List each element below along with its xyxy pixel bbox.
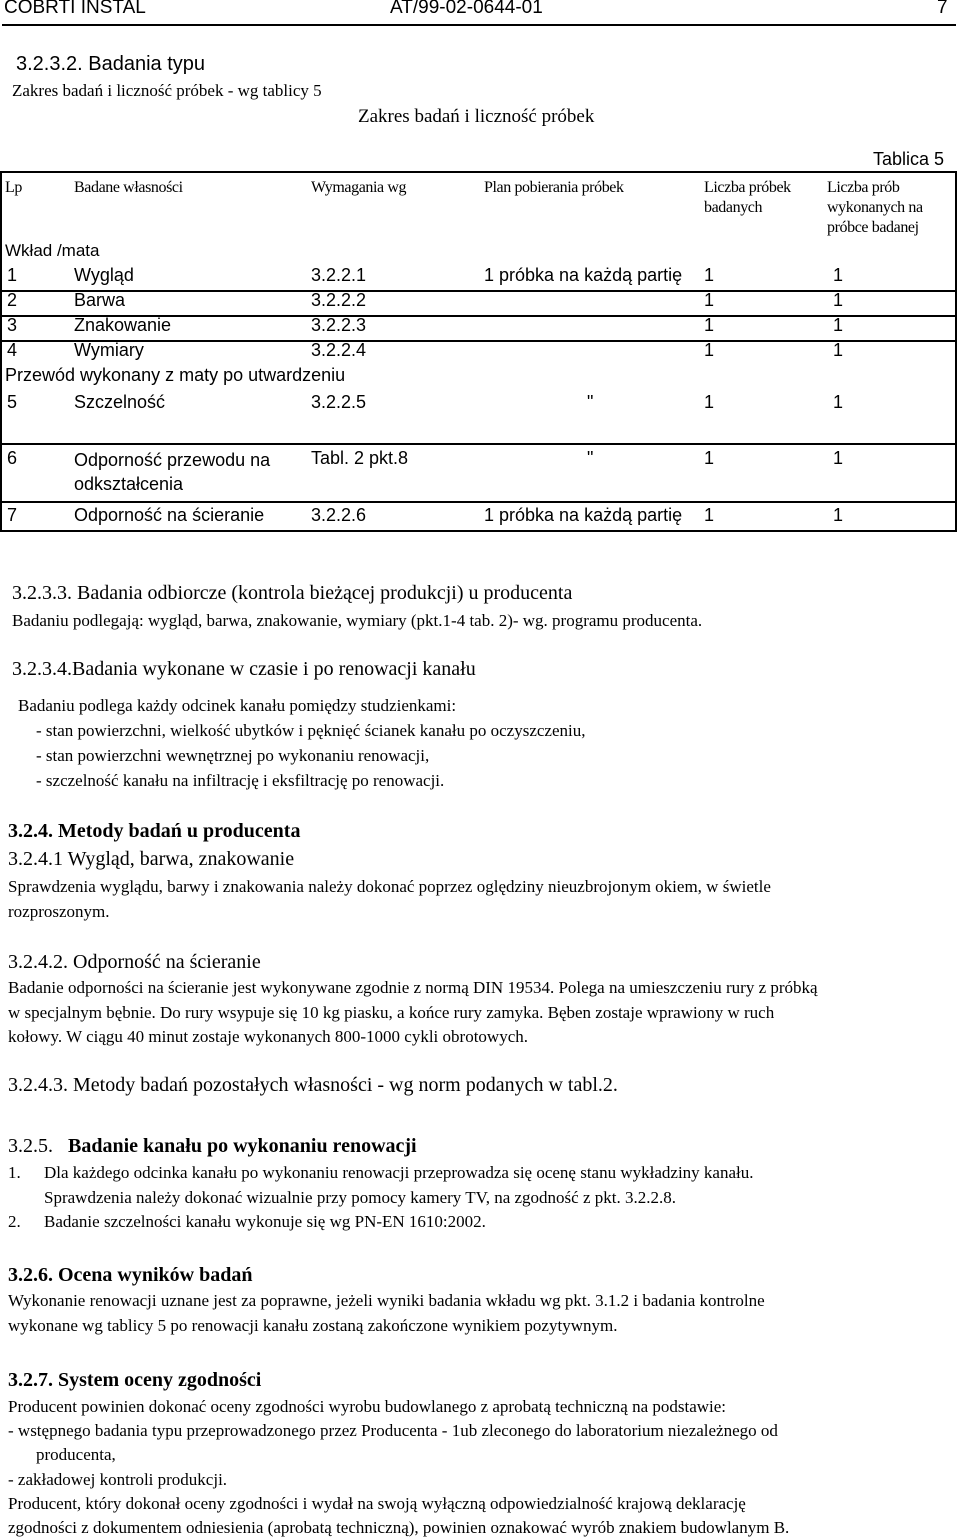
section-heading-3233: 3.2.3.3. Badania odbiorcze (kontrola bieżącej produkcji) u producenta — [12, 582, 573, 604]
row-property: Wymiary — [74, 340, 144, 360]
table-border-top — [0, 171, 957, 173]
row-requirement: 3.2.2.4 — [311, 340, 367, 360]
row-sampling-plan: " — [587, 392, 594, 412]
table-label: Tablica 5 — [873, 149, 945, 169]
row-lp: 2 — [7, 290, 18, 310]
row-lp: 6 — [7, 448, 18, 468]
row-requirement: Tabl. 2 pkt.8 — [311, 448, 409, 468]
row-tries: 1 — [833, 265, 844, 285]
row-requirement: 3.2.2.3 — [311, 315, 367, 335]
page-number: 7 — [937, 0, 948, 18]
paragraph-line: wykonane wg tablicy 5 po renowacji kanału zostaną zakończone wynikiem pozytywnym. — [8, 1316, 618, 1335]
section-heading-326: 3.2.6. Ocena wyników badań — [8, 1264, 253, 1286]
row-tries: 1 — [833, 340, 844, 360]
row-samples-tested: 1 — [704, 290, 715, 310]
row-divider — [0, 443, 957, 445]
column-header-requirements: Wymagania wg — [311, 179, 407, 196]
row-property: Znakowanie — [74, 315, 172, 335]
row-property: Odporność na ścieranie — [74, 505, 265, 525]
section-heading-327: 3.2.7. System oceny zgodności — [8, 1369, 262, 1391]
paragraph-line: kołowy. W ciągu 40 minut zostaje wykonanych 800-1000 cykli obrotowych. — [8, 1027, 528, 1046]
column-header-tries-per-sample: Liczba prób wykonanych na próbce badanej — [827, 179, 923, 236]
header-rule — [2, 24, 956, 26]
list-item: Badanie szczelności kanału wykonuje się wg PN-EN 1610:2002. — [44, 1212, 486, 1231]
row-tries: 1 — [833, 315, 844, 335]
row-requirement: 3.2.2.1 — [311, 265, 367, 285]
table-border-right — [955, 171, 957, 532]
column-header-sampling-plan: Plan pobierania próbek — [484, 179, 624, 196]
row-samples-tested: 1 — [704, 392, 715, 412]
row-tries: 1 — [833, 290, 844, 310]
row-requirement: 3.2.2.6 — [311, 505, 367, 525]
paragraph-line: - zakładowej kontroli produkcji. — [8, 1470, 228, 1489]
row-property: Odporność przewodu na odkształcenia — [74, 450, 271, 494]
row-samples-tested: 1 — [704, 315, 715, 335]
list-item-number: 1. — [8, 1163, 21, 1182]
list-item: - stan powierzchni wewnętrznej po wykonaniu renowacji, — [36, 746, 430, 765]
row-samples-tested: 1 — [704, 265, 715, 285]
row-sampling-plan: " — [587, 448, 594, 468]
column-header-property: Badane własności — [74, 179, 183, 196]
row-tries: 1 — [833, 448, 844, 468]
table-group-insert: Wkład /mata — [5, 241, 100, 260]
header-left: COBRTI INSTAL — [4, 0, 146, 18]
table-group-cured-pipe: Przewód wykonany z maty po utwardzeniu — [5, 365, 346, 385]
row-divider — [0, 290, 957, 292]
paragraph-line: w specjalnym bębnie. Do rury wsypuje się 10 kg piasku, a końce rury zamyka. Bęben zostaje wprawiony w ruch — [8, 1003, 775, 1022]
row-sampling-plan: 1 próbka na każdą partię — [484, 505, 683, 525]
section-heading-3234: 3.2.3.4.Badania wykonane w czasie i po renowacji kanału — [12, 658, 476, 680]
section-heading-325-title: Badanie kanału po wykonaniu renowacji — [68, 1135, 417, 1157]
paragraph-line: zgodności z dokumentem odniesienia (aprobatą techniczną), powinien oznakować wyrób znakiem budowlanym B. — [8, 1518, 790, 1537]
section-text-3233: Badaniu podlegają: wygląd, barwa, znakowanie, wymiary (pkt.1-4 tab. 2)- wg. programu producenta. — [12, 611, 703, 630]
subsection-heading-3243: 3.2.4.3. Metody badań pozostałych własności - wg norm podanych w tabl.2. — [8, 1074, 618, 1096]
column-header-lp: Lp — [5, 179, 22, 196]
row-property: Barwa — [74, 290, 126, 310]
list-item: - szczelność kanału na infiltrację i eksfiltrację po renowacji. — [36, 771, 445, 790]
list-item-number: 2. — [8, 1212, 21, 1231]
table-border-left — [0, 171, 2, 532]
list-item-continuation: Sprawdzenia należy dokonać wizualnie przy pomocy kamery TV, na zgodność z pkt. 3.2.2.8. — [44, 1188, 676, 1207]
list-item: - stan powierzchni, wielkość ubytków i pęknięć ścianek kanału po oczyszczeniu, — [36, 721, 586, 740]
row-divider — [0, 501, 957, 503]
row-samples-tested: 1 — [704, 505, 715, 525]
paragraph-line: producenta, — [36, 1445, 116, 1464]
row-samples-tested: 1 — [704, 448, 715, 468]
row-tries: 1 — [833, 392, 844, 412]
header-document-number: AT/99-02-0644-01 — [390, 0, 543, 18]
section-intro-3234: Badaniu podlega każdy odcinek kanału pomiędzy studzienkami: — [18, 696, 457, 715]
paragraph-line: Badanie odporności na ścieranie jest wykonywane zgodnie z normą DIN 19534. Polega na umieszczeniu rury z próbką — [8, 978, 818, 997]
paragraph-line: Sprawdzenia wyglądu, barwy i znakowania należy dokonać poprzez oględziny nieuzbrojonym okiem, w świetle — [8, 877, 771, 896]
row-property: Wygląd — [74, 265, 134, 285]
row-samples-tested: 1 — [704, 340, 715, 360]
row-property: Szczelność — [74, 392, 166, 412]
row-lp: 4 — [7, 340, 18, 360]
row-lp: 5 — [7, 392, 18, 412]
table-caption: Zakres badań i liczność próbek — [358, 106, 595, 127]
row-requirement: 3.2.2.5 — [311, 392, 367, 412]
paragraph-line: - wstępnego badania typu przeprowadzonego przez Producenta - 1ub zleconego do laboratorium niezależnego od — [8, 1421, 778, 1440]
section-heading-324: 3.2.4. Metody badań u producenta — [8, 820, 301, 842]
list-item: Dla każdego odcinka kanału po wykonaniu renowacji przeprowadza się ocenę stanu wykładziny kanału. — [44, 1163, 754, 1182]
row-lp: 1 — [7, 265, 18, 285]
column-header-samples-tested: Liczba próbek badanych — [704, 179, 791, 216]
section-subtitle-3232: Zakres badań i liczność próbek - wg tablicy 5 — [12, 81, 322, 100]
paragraph-line: rozproszonym. — [8, 902, 110, 921]
section-heading-325-number: 3.2.5. — [8, 1135, 53, 1157]
paragraph-line: Producent powinien dokonać oceny zgodności wyrobu budowlanego z aprobatą techniczną na podstawie: — [8, 1397, 727, 1416]
section-heading-3232: 3.2.3.2. Badania typu — [16, 53, 206, 75]
subsection-heading-3242: 3.2.4.2. Odporność na ścieranie — [8, 951, 261, 973]
row-tries: 1 — [833, 505, 844, 525]
row-requirement: 3.2.2.2 — [311, 290, 367, 310]
row-lp: 3 — [7, 315, 18, 335]
subsection-heading-3241: 3.2.4.1 Wygląd, barwa, znakowanie — [8, 848, 295, 870]
paragraph-line: Wykonanie renowacji uznane jest za poprawne, jeżeli wyniki badania wkładu wg pkt. 3.1.2 i badania kontrolne — [8, 1291, 765, 1310]
table-border-bottom — [0, 530, 957, 532]
row-sampling-plan: 1 próbka na każdą partię — [484, 265, 683, 285]
paragraph-line: Producent, który dokonał oceny zgodności i wydał na swoją wyłączną odpowiedzialność krajową deklarację — [8, 1494, 746, 1513]
row-lp: 7 — [7, 505, 18, 525]
